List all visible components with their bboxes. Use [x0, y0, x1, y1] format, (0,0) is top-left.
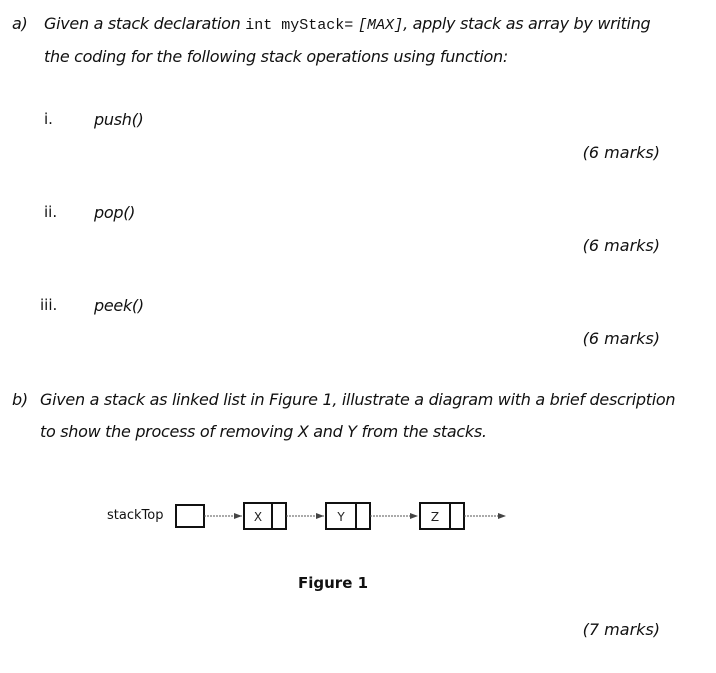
node-y: [326, 503, 370, 529]
item-1-function: push(): [94, 110, 144, 129]
node-z-value: Z: [430, 510, 440, 524]
item-2-number: ii.: [44, 203, 58, 221]
part-b-label: b): [12, 390, 28, 409]
item-2-function: pop(): [94, 203, 136, 222]
part-a-line2: the coding for the following stack operations using function:: [44, 47, 508, 66]
part-a-line1-post: , apply stack as array by writing: [403, 14, 651, 33]
linked-list-diagram: [170, 495, 530, 540]
item-1-number: i.: [44, 110, 53, 128]
part-a-line1-pre: Given a stack declaration: [44, 14, 241, 33]
figure-caption: Figure 1: [298, 574, 369, 592]
part-b-marks: (7 marks): [582, 620, 660, 639]
part-a-code-decl: int myStack=: [245, 17, 354, 34]
node-y-value: Y: [337, 510, 345, 524]
node-x-value: X: [253, 510, 263, 524]
node-z: [420, 503, 464, 529]
stacktop-pointer-box: [176, 505, 204, 527]
part-a-line1: [44, 14, 650, 34]
node-x: [244, 503, 286, 529]
part-a-label: a): [12, 14, 28, 33]
item-2-marks: (6 marks): [582, 236, 660, 255]
stacktop-label: stackTop: [107, 508, 164, 523]
part-a-code-max: [MAX]: [358, 17, 404, 34]
item-3-function: peek(): [94, 296, 144, 315]
part-b-line1: Given a stack as linked list in Figure 1, illustrate a diagram with a brief description: [40, 390, 676, 409]
item-3-number: iii.: [40, 296, 58, 314]
item-1-marks: (6 marks): [582, 143, 660, 162]
item-3-marks: (6 marks): [582, 329, 660, 348]
part-b-line2: to show the process of removing X and Y from the stacks.: [40, 422, 487, 441]
